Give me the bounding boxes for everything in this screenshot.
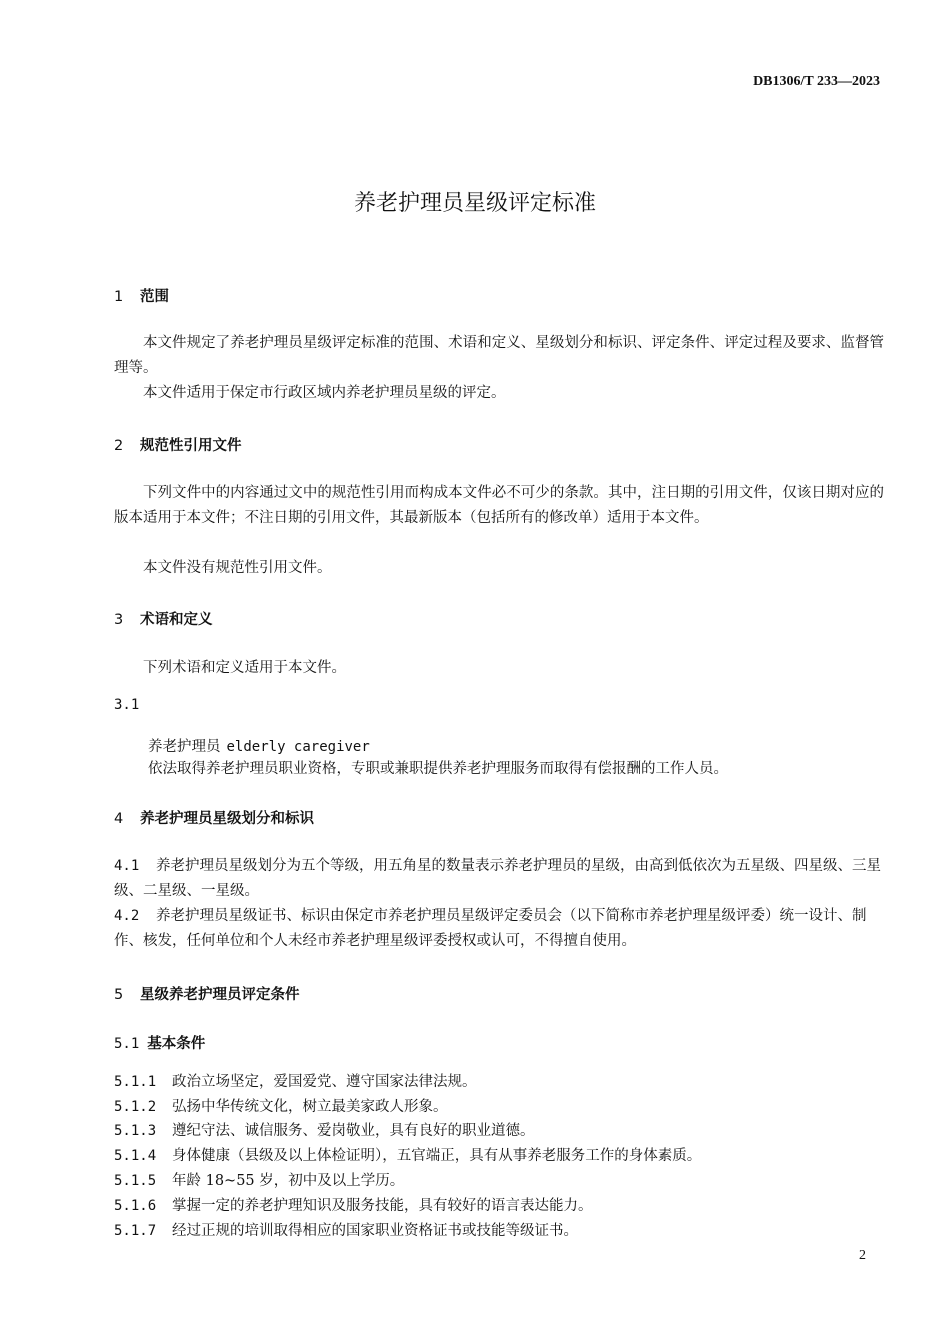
item-number: 5.1.4 [114,1148,157,1164]
standard-number: DB1306/T 233—2023 [753,74,880,89]
section-number: 4 [114,811,124,827]
list-item [114,1144,701,1165]
term-entry [148,735,370,756]
item-number: 5.1.3 [114,1123,157,1139]
list-item [114,1169,404,1190]
list-item [114,1219,578,1240]
subsection-5-1-heading [114,1032,205,1053]
subsection-title: 基本条件 [147,1036,206,1052]
item-text: 年龄 18~55 岁，初中及以上学历。 [172,1173,405,1189]
section-title: 术语和定义 [140,612,213,628]
item-text: 经过正规的培训取得相应的国家职业资格证书或技能等级证书。 [172,1223,578,1239]
section-1-paragraph-2: 本文件适用于保定市行政区域内养老护理员星级的评定。 [143,385,506,401]
document-title: 养老护理员星级评定标准 [353,191,596,216]
term-number: 3.1 [114,697,140,713]
term-chinese: 养老护理员 [148,739,221,755]
list-item [114,1194,593,1215]
item-number: 5.1.7 [114,1223,157,1239]
section-title: 范围 [140,289,169,305]
item-text: 弘扬中华传统文化，树立最美家政人形象。 [172,1099,448,1115]
section-2-paragraph-1: 下列文件中的内容通过文中的规范性引用而构成本文件必不可少的条款。其中，注日期的引用文件，仅该日期对应的版本适用于本文件；不注日期的引用文件，其最新版本（包括所有的修改单）适用于本文件。 [114,485,884,526]
clause-4-1 [114,854,894,904]
section-4-heading [114,807,314,828]
list-item [114,1070,477,1091]
list-item [114,1095,448,1116]
section-2-paragraph-2: 本文件没有规范性引用文件。 [143,560,332,576]
item-text: 遵纪守法、诚信服务、爱岗敬业，具有良好的职业道德。 [172,1123,535,1139]
list-item [114,1119,535,1140]
section-number: 1 [114,289,124,305]
item-text: 掌握一定的养老护理知识及服务技能，具有较好的语言表达能力。 [172,1198,593,1214]
section-2-heading [114,434,242,455]
clause-4-2 [114,904,894,954]
section-number: 5 [114,987,124,1003]
item-text: 身体健康（县级及以上体检证明），五官端正，具有从事养老服务工作的身体素质。 [172,1148,702,1164]
section-title: 养老护理员星级划分和标识 [140,811,314,827]
clause-number: 4.2 [114,908,140,924]
section-title: 规范性引用文件 [140,438,242,454]
section-3-heading [114,608,213,629]
item-number: 5.1.5 [114,1173,157,1189]
item-number: 5.1.1 [114,1074,157,1090]
section-1-heading [114,285,169,306]
page-number: 2 [859,1248,866,1263]
term-english: elderly caregiver [226,739,370,755]
section-title: 星级养老护理员评定条件 [140,987,300,1003]
item-number: 5.1.2 [114,1099,157,1115]
subsection-number: 5.1 [114,1036,140,1052]
section-5-heading [114,983,300,1004]
section-number: 3 [114,612,124,628]
section-3-paragraph-1: 下列术语和定义适用于本文件。 [143,660,346,676]
clause-text: 养老护理员星级划分为五个等级，用五角星的数量表示养老护理员的星级，由高到低依次为五星级、四星级、三星级、二星级、一星级。 [114,858,881,899]
section-1-paragraph-1: 本文件规定了养老护理员星级评定标准的范围、术语和定义、星级划分和标识、评定条件、评定过程及要求、监督管理等。 [114,335,884,376]
clause-text: 养老护理员星级证书、标识由保定市养老护理员星级评定委员会（以下简称市养老护理星级评委）统一设计、制作、核发，任何单位和个人未经市养老护理星级评委授权或认可，不得擅自使用。 [114,908,867,949]
clause-number: 4.1 [114,858,140,874]
item-text: 政治立场坚定，爱国爱党、遵守国家法律法规。 [172,1074,477,1090]
term-definition: 依法取得养老护理员职业资格，专职或兼职提供养老护理服务而取得有偿报酬的工作人员。 [148,761,728,777]
item-number: 5.1.6 [114,1198,157,1214]
section-number: 2 [114,438,124,454]
